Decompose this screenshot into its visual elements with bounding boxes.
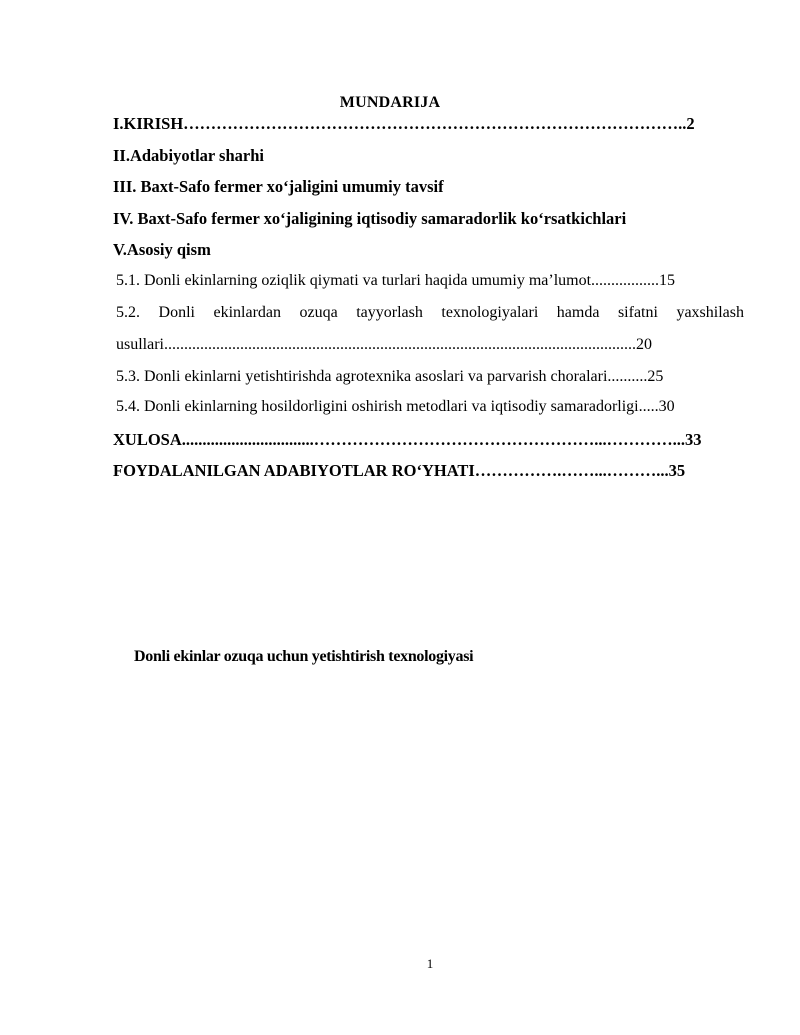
toc-entry-samaradorlik: IV. Baxt-Safo fermer xo‘jaligining iqtisodiy samaradorlik ko‘rsatkichlari [113, 209, 627, 228]
toc-entry-5-2-line1: 5.2. Donli ekinlardan ozuqa tayyorlash texnologiyalari hamda sifatni yaxshilash [116, 304, 744, 321]
page-title: MUNDARIJA [339, 94, 441, 111]
toc-entry-5-4: 5.4. Donli ekinlarning hosildorligini oshirish metodlari va iqtisodiy samaradorligi.....30 [116, 398, 675, 415]
toc-entry-adabiyotlar: II.Adabiyotlar sharhi [113, 146, 264, 165]
toc-entry-kirish: I.KIRISH………………………………………………………………………………..2 [113, 114, 695, 133]
toc-entry-asosiy: V.Asosiy qism [113, 240, 211, 259]
toc-entry-xulosa: XULOSA................................……………………………………………...…………...33 [113, 430, 702, 449]
toc-entry-tavsif: III. Baxt-Safo fermer xo‘jaligini umumiy tavsif [113, 177, 444, 196]
document-subtitle: Donli ekinlar ozuqa uchun yetishtirish texnologiyasi [134, 648, 474, 665]
toc-entry-5-2-line2: usullari......................................................................................................................20 [116, 336, 652, 353]
toc-entry-5-3: 5.3. Donli ekinlarni yetishtirishda agrotexnika asoslari va parvarish choralari..........25 [116, 368, 664, 385]
toc-entry-foydalanilgan: FOYDALANILGAN ADABIYOTLAR RO‘YHATI…………….……...………...35 [113, 461, 686, 480]
page-number: 1 [426, 956, 434, 971]
toc-entry-5-1: 5.1. Donli ekinlarning oziqlik qiymati va turlari haqida umumiy ma’lumot.................15 [116, 272, 676, 289]
